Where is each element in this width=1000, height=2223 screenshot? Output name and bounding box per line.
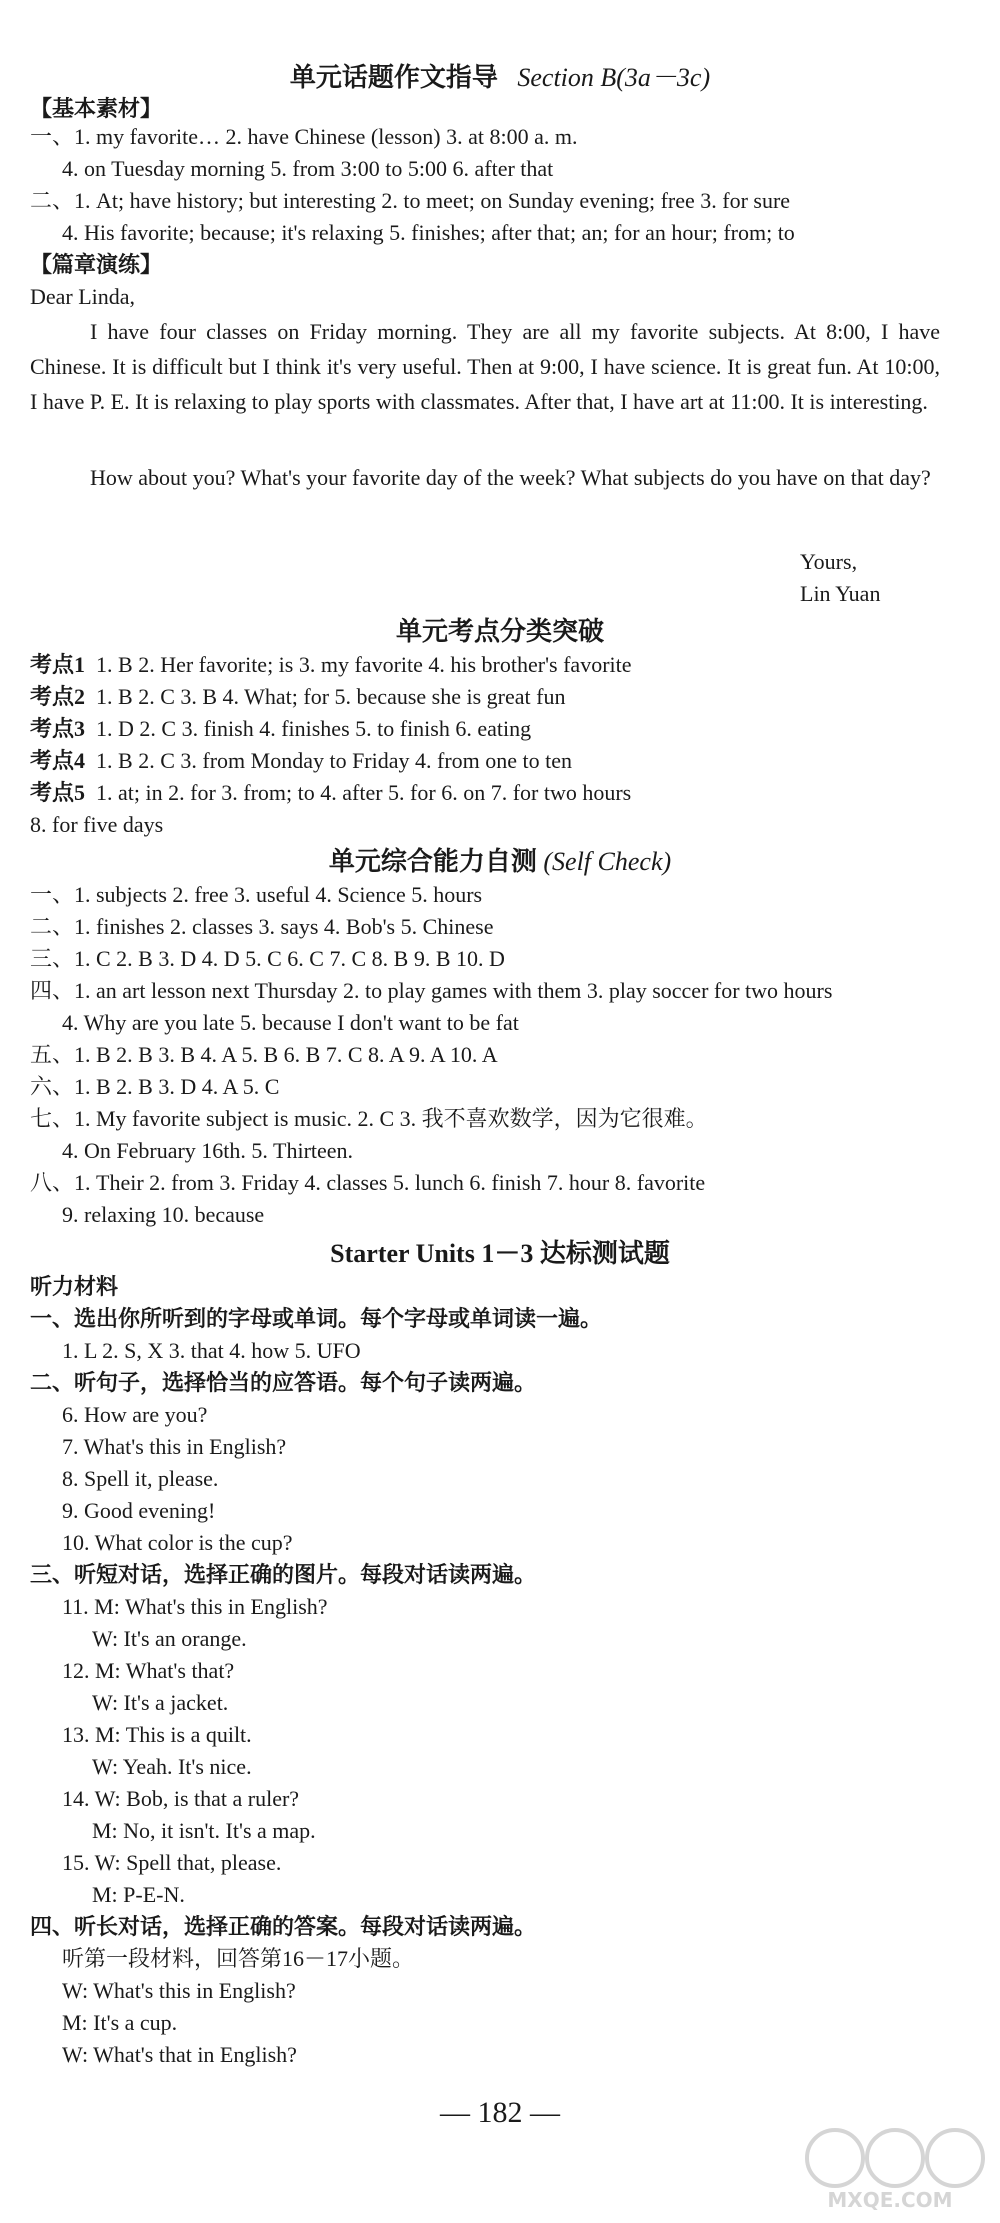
dialogue-line: 14. W: Bob, is that a ruler? bbox=[62, 1786, 300, 1811]
letter-closing: Yours, bbox=[800, 549, 858, 574]
listening-line: 9. Good evening! bbox=[62, 1498, 216, 1523]
keypoint-answers: 1. D 2. C 3. finish 4. finishes 5. to finish 6. eating bbox=[96, 716, 532, 741]
watermark-text: MXQE.COM bbox=[827, 2188, 953, 2212]
question-instruction: 四、听长对话，选择正确的答案。每段对话读两遍。 bbox=[30, 1914, 537, 1939]
answer-line: 4. His favorite; because; it's relaxing 5. finishes; after that; an; for an hour; from; to bbox=[62, 220, 795, 245]
keypoint-line: 8. for five days bbox=[30, 812, 164, 837]
dialogue-line: W: What's this in English? bbox=[62, 1978, 296, 2003]
answer-line: 二、1. At; have history; but interesting 2. to meet; on Sunday evening; free 3. for sure bbox=[30, 188, 791, 213]
keypoint-line bbox=[30, 776, 631, 809]
practice-label: 【篇章演练】 bbox=[30, 252, 163, 277]
keypoint-label: 考点1 bbox=[30, 652, 86, 677]
letter-signature: Lin Yuan bbox=[800, 581, 881, 606]
question-instruction: 三、听短对话，选择正确的图片。每段对话读两遍。 bbox=[30, 1562, 537, 1587]
keypoint-answers: 1. B 2. Her favorite; is 3. my favorite 4. his brother's favorite bbox=[96, 652, 632, 677]
keypoint-label: 考点5 bbox=[30, 780, 86, 805]
dialogue-line: 12. M: What's that? bbox=[62, 1658, 235, 1683]
keypoint-line bbox=[30, 680, 565, 713]
dialogue-line: W: It's a jacket. bbox=[92, 1690, 229, 1715]
section-title-keypoints: 单元考点分类突破 bbox=[395, 617, 604, 646]
page-number: — 182 — bbox=[440, 2096, 560, 2129]
question-instruction: 二、听句子，选择恰当的应答语。每个句子读两遍。 bbox=[30, 1370, 537, 1395]
answer-line: 4. Why are you late 5. because I don't want to be fat bbox=[62, 1010, 519, 1035]
basic-material-label: 【基本素材】 bbox=[30, 96, 163, 121]
section-title-en: (Self Check) bbox=[543, 847, 672, 876]
answer-line: 三、1. C 2. B 3. D 4. D 5. C 6. C 7. C 8. B 9. B 10. D bbox=[30, 946, 505, 971]
keypoint-label: 考点2 bbox=[30, 684, 86, 709]
keypoint-line bbox=[30, 712, 531, 745]
keypoint-label: 考点3 bbox=[30, 716, 86, 741]
watermark-circle bbox=[867, 2130, 923, 2186]
letter-paragraph: How about you? What's your favorite day of the week? What subjects do you have on that day? bbox=[90, 465, 931, 490]
listening-line: 10. What color is the cup? bbox=[62, 1530, 293, 1555]
watermark-circle bbox=[807, 2130, 863, 2186]
answer-line: 四、1. an art lesson next Thursday 2. to play games with them 3. play soccer for two hours bbox=[30, 978, 833, 1003]
question-instruction: 一、选出你所听到的字母或单词。每个字母或单词读一遍。 bbox=[30, 1306, 603, 1331]
keypoint-answers: 1. at; in 2. for 3. from; to 4. after 5. for 6. on 7. for two hours bbox=[96, 780, 632, 805]
listening-line: 6. How are you? bbox=[62, 1402, 208, 1427]
section-title-cn: 单元综合能力自测 bbox=[328, 847, 537, 876]
letter-paragraph: I have four classes on Friday morning. They are all my favorite subjects. At 8:00, I have Chinese. It is difficult but I think it's very useful. Then at 9:00, I have science. It is great fun. At 10:00, I have P. E. It is relaxing to play sports with classmates. After that, I have art at 11:00. It is interesting. bbox=[30, 319, 940, 414]
dialogue-line: M: No, it isn't. It's a map. bbox=[92, 1818, 316, 1843]
dialogue-line: W: It's an orange. bbox=[92, 1626, 247, 1651]
answer-line: 1. L 2. S, X 3. that 4. how 5. UFO bbox=[62, 1338, 361, 1363]
answer-line: 4. on Tuesday morning 5. from 3:00 to 5:00 6. after that bbox=[62, 156, 554, 181]
section-title-en: Section B(3a－3c) bbox=[517, 63, 711, 92]
answer-line: 9. relaxing 10. because bbox=[62, 1202, 265, 1227]
dialogue-line: W: Yeah. It's nice. bbox=[92, 1754, 252, 1779]
dialogue-line: M: It's a cup. bbox=[62, 2010, 178, 2035]
keypoint-answers: 1. B 2. C 3. B 4. What; for 5. because she is great fun bbox=[96, 684, 566, 709]
letter-greeting: Dear Linda, bbox=[30, 284, 136, 309]
watermark-logo bbox=[790, 2123, 990, 2213]
answer-line: 4. On February 16th. 5. Thirteen. bbox=[62, 1138, 354, 1163]
answer-line: 一、1. subjects 2. free 3. useful 4. Science 5. hours bbox=[30, 882, 483, 907]
listening-label: 听力材料 bbox=[30, 1274, 119, 1299]
dialogue-line: 13. M: This is a quilt. bbox=[62, 1722, 252, 1747]
answer-line: 一、1. my favorite… 2. have Chinese (lesson) 3. at 8:00 a. m. bbox=[30, 124, 578, 149]
answer-line: 五、1. B 2. B 3. B 4. A 5. B 6. B 7. C 8. A 9. A 10. A bbox=[30, 1042, 498, 1067]
answer-line: 二、1. finishes 2. classes 3. says 4. Bob's 5. Chinese bbox=[30, 914, 494, 939]
listening-line: 7. What's this in English? bbox=[62, 1434, 287, 1459]
answer-line: 八、1. Their 2. from 3. Friday 4. classes 5. lunch 6. finish 7. hour 8. favorite bbox=[30, 1170, 706, 1195]
watermark-circle bbox=[927, 2130, 983, 2186]
keypoint-line bbox=[30, 744, 572, 777]
section-title-selfcheck bbox=[0, 842, 1000, 881]
keypoint-answers: 1. B 2. C 3. from Monday to Friday 4. from one to ten bbox=[96, 748, 573, 773]
answer-line: 七、1. My favorite subject is music. 2. C 3. 我不喜欢数学，因为它很难。 bbox=[30, 1106, 708, 1131]
answer-line: 六、1. B 2. B 3. D 4. A 5. C bbox=[30, 1074, 280, 1099]
listening-line: 8. Spell it, please. bbox=[62, 1466, 219, 1491]
section-title-cn: 单元话题作文指导 bbox=[289, 63, 498, 92]
dialogue-line: M: P-E-N. bbox=[92, 1882, 185, 1907]
dialogue-intro: 听第一段材料，回答第16－17小题。 bbox=[62, 1946, 415, 1971]
dialogue-line: 15. W: Spell that, please. bbox=[62, 1850, 282, 1875]
keypoint-line bbox=[30, 648, 632, 681]
section-title-starter-test: Starter Units 1－3 达标测试题 bbox=[330, 1239, 670, 1268]
dialogue-line: W: What's that in English? bbox=[62, 2042, 297, 2067]
dialogue-line: 11. M: What's this in English? bbox=[62, 1594, 328, 1619]
keypoint-label: 考点4 bbox=[30, 748, 86, 773]
